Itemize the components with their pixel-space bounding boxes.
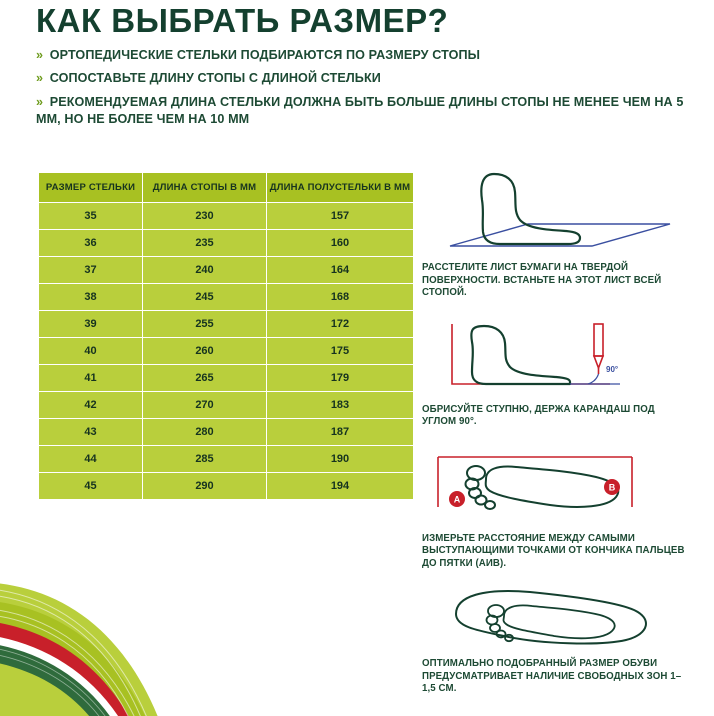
column-header-foot-length: ДЛИНА СТОПЫ В ММ	[143, 173, 267, 203]
page-title: КАК ВЫБРАТЬ РАЗМЕР?	[36, 2, 449, 39]
cell-half-insole-length: 183	[267, 392, 414, 419]
cell-foot-length: 240	[143, 257, 267, 284]
bullet-item-2	[36, 71, 686, 85]
table-header-row	[39, 173, 414, 203]
step-1-text: РАССТЕЛИТЕ ЛИСТ БУМАГИ НА ТВЕРДОЙ ПОВЕРХНОСТИ. ВСТАНЬТЕ НА ЭТОТ ЛИСТ ВСЕЙ СТОПОЙ.	[422, 262, 662, 298]
cell-half-insole-length: 194	[267, 473, 414, 500]
step-4	[420, 580, 690, 696]
bullet-item-1	[36, 48, 686, 62]
free-zone-illustration	[420, 580, 690, 654]
table-row	[39, 284, 414, 311]
step-3	[420, 439, 690, 571]
cell-foot-length: 230	[143, 203, 267, 230]
size-table-element	[38, 172, 414, 500]
table-row	[39, 257, 414, 284]
cell-foot-length: 280	[143, 419, 267, 446]
cell-insole-size: 38	[39, 284, 143, 311]
cell-foot-length: 235	[143, 230, 267, 257]
cell-insole-size: 43	[39, 419, 143, 446]
cell-insole-size: 35	[39, 203, 143, 230]
bullet-text: СОПОСТАВЬТЕ ДЛИНУ СТОПЫ С ДЛИНОЙ СТЕЛЬКИ	[49, 71, 381, 85]
column-header-half-insole-length: ДЛИНА ПОЛУСТЕЛЬКИ В ММ	[267, 173, 414, 203]
bullet-text: РЕКОМЕНДУЕМАЯ ДЛИНА СТЕЛЬКИ ДОЛЖНА БЫТЬ БОЛЬШЕ ДЛИНЫ СТОПЫ НЕ МЕНЕЕ ЧЕМ НА 5 ММ, НО НЕ БОЛЕЕ ЧЕМ НА 10 ММ	[36, 95, 684, 126]
angle-label: 90°	[606, 364, 619, 374]
trace-foot-illustration	[420, 310, 690, 402]
cell-half-insole-length: 175	[267, 338, 414, 365]
svg-text:B: B	[608, 482, 616, 492]
cell-foot-length: 270	[143, 392, 267, 419]
cell-half-insole-length: 157	[267, 203, 414, 230]
step-1-svg	[420, 168, 690, 260]
table-row	[39, 338, 414, 365]
step-2-svg	[420, 310, 690, 402]
table-row	[39, 446, 414, 473]
step-4-text: ОПТИМАЛЬНО ПОДОБРАННЫЙ РАЗМЕР ОБУВИ ПРЕДУСМАТРИВАЕТ НАЛИЧИЕ СВОБОДНЫХ ЗОН 1–1,5 СМ.	[422, 658, 682, 694]
decorative-ribbon	[0, 542, 230, 716]
cell-half-insole-length: 164	[267, 257, 414, 284]
cell-foot-length: 265	[143, 365, 267, 392]
cell-insole-size: 40	[39, 338, 143, 365]
step-2	[420, 310, 690, 429]
table-row	[39, 473, 414, 500]
table-body	[39, 203, 414, 500]
cell-foot-length: 285	[143, 446, 267, 473]
cell-foot-length: 245	[143, 284, 267, 311]
cell-insole-size: 44	[39, 446, 143, 473]
table-row	[39, 311, 414, 338]
cell-insole-size: 45	[39, 473, 143, 500]
chevron-icon: »	[36, 48, 44, 62]
step-2-text: ОБРИСУЙТЕ СТУПНЮ, ДЕРЖА КАРАНДАШ ПОД УГЛОМ 90°.	[422, 403, 655, 427]
cell-foot-length: 260	[143, 338, 267, 365]
step-3-svg	[420, 439, 690, 531]
ribbon-svg	[0, 542, 230, 716]
pencil-icon	[594, 324, 603, 374]
cell-foot-length: 255	[143, 311, 267, 338]
bullet-text: ОРТОПЕДИЧЕСКИЕ СТЕЛЬКИ ПОДБИРАЮТСЯ ПО РАЗМЕРУ СТОПЫ	[49, 48, 481, 62]
table-row	[39, 203, 414, 230]
chevron-icon: »	[36, 71, 44, 85]
table-row	[39, 392, 414, 419]
column-header-insole-size: РАЗМЕР СТЕЛЬКИ	[39, 173, 143, 203]
bullet-list	[36, 48, 686, 137]
cell-half-insole-length: 168	[267, 284, 414, 311]
cell-insole-size: 37	[39, 257, 143, 284]
cell-foot-length: 290	[143, 473, 267, 500]
table-row	[39, 230, 414, 257]
cell-insole-size: 36	[39, 230, 143, 257]
bullet-item-3	[36, 94, 686, 128]
step-4-svg	[420, 580, 690, 654]
cell-insole-size: 41	[39, 365, 143, 392]
table-row	[39, 419, 414, 446]
cell-half-insole-length: 179	[267, 365, 414, 392]
chevron-icon: »	[36, 95, 44, 109]
svg-text:A: A	[453, 494, 461, 504]
cell-insole-size: 39	[39, 311, 143, 338]
cell-half-insole-length: 187	[267, 419, 414, 446]
cell-half-insole-length: 160	[267, 230, 414, 257]
step-1	[420, 168, 690, 300]
cell-half-insole-length: 190	[267, 446, 414, 473]
cell-insole-size: 42	[39, 392, 143, 419]
foot-on-paper-illustration	[420, 168, 690, 260]
table-row	[39, 365, 414, 392]
measure-footprint-illustration	[420, 439, 690, 531]
steps-column	[420, 168, 690, 706]
cell-half-insole-length: 172	[267, 311, 414, 338]
step-3-text: ИЗМЕРЬТЕ РАССТОЯНИЕ МЕЖДУ САМЫМИ ВЫСТУПАЮЩИМИ ТОЧКАМИ ОТ КОНЧИКА ПАЛЬЦЕВ ДО ПЯТКИ (АИВ).	[422, 532, 685, 569]
size-table	[38, 172, 413, 500]
